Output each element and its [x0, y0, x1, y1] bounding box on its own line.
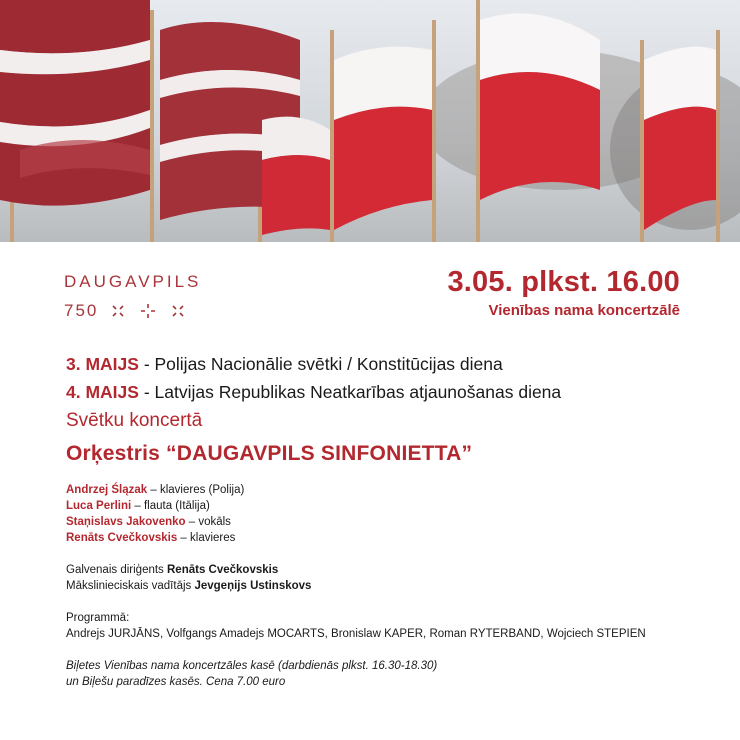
logo-x-mark-icon	[110, 303, 126, 319]
tickets-line-2: un Biļešu paradīzes kasēs. Cena 7.00 euro	[66, 676, 286, 688]
holiday-day: 4. MAIJS	[66, 382, 139, 402]
tickets-info	[66, 658, 706, 690]
performer-name: Luca Perlini	[66, 500, 132, 512]
logo-marks	[110, 303, 186, 319]
performer-name: Staņislavs Jakovenko	[66, 516, 186, 528]
program-composers: Andrejs JURJĀNS, Volfgangs Amadejs MOCARTS, Bronislaw KAPER, Roman RYTERBAND, Wojciech STEPIEN	[66, 628, 646, 640]
performer-role: – klavieres (Polija)	[147, 484, 245, 496]
performer-item	[66, 482, 706, 498]
holiday-description: - Polijas Nacionālie svētki / Konstitūcijas diena	[138, 354, 503, 374]
performer-name: Renāts Cvečkovskis	[66, 532, 178, 544]
poster-content	[66, 350, 706, 690]
program-label: Programmā:	[66, 612, 130, 624]
flags-photo-icon	[0, 0, 740, 242]
performer-item	[66, 530, 706, 546]
logo-year: 750	[64, 301, 99, 320]
logo-year-row	[64, 301, 201, 321]
conductors-block	[66, 562, 706, 594]
performer-item	[66, 498, 706, 514]
logo-plus-mark-icon	[140, 303, 156, 319]
conductor-name: Jevgeņijs Ustinskovs	[194, 580, 312, 592]
performer-role: – klavieres	[177, 532, 236, 544]
event-date-time: 3.05. plkst. 16.00	[447, 266, 680, 298]
program-block	[66, 610, 706, 642]
performer-item	[66, 514, 706, 530]
conductor-label: Mākslinieciskais vadītājs	[66, 580, 195, 592]
hero-flags-photo	[0, 0, 740, 242]
conductor-name: Renāts Cvečkovskis	[167, 564, 279, 576]
holiday-line	[66, 350, 706, 378]
performer-role: – vokāls	[185, 516, 231, 528]
event-info	[447, 266, 680, 319]
concert-subtitle: Svētku koncertā	[66, 410, 203, 431]
performer-name: Andrzej Ślązak	[66, 484, 148, 496]
holiday-day: 3. MAIJS	[66, 354, 139, 374]
conductor-line	[66, 562, 706, 578]
holiday-line	[66, 378, 706, 406]
conductor-label: Galvenais diriģents	[66, 564, 167, 576]
holiday-description: - Latvijas Republikas Neatkarības atjaunošanas diena	[138, 382, 562, 402]
tickets-line-1: Biļetes Vienības nama koncertzāles kasē (darbdienās plkst. 16.30-18.30)	[66, 660, 438, 672]
daugavpils-750-logo	[64, 272, 201, 321]
performer-role: – flauta (Itālija)	[131, 500, 210, 512]
orchestra-title: Orķestris “DAUGAVPILS SINFONIETTA”	[66, 442, 473, 465]
conductor-line	[66, 578, 706, 594]
performers-list	[66, 482, 706, 546]
logo-x-mark-icon	[170, 303, 186, 319]
event-venue: Vienības nama koncertzālē	[488, 302, 680, 319]
logo-city-name: DAUGAVPILS	[64, 272, 202, 291]
